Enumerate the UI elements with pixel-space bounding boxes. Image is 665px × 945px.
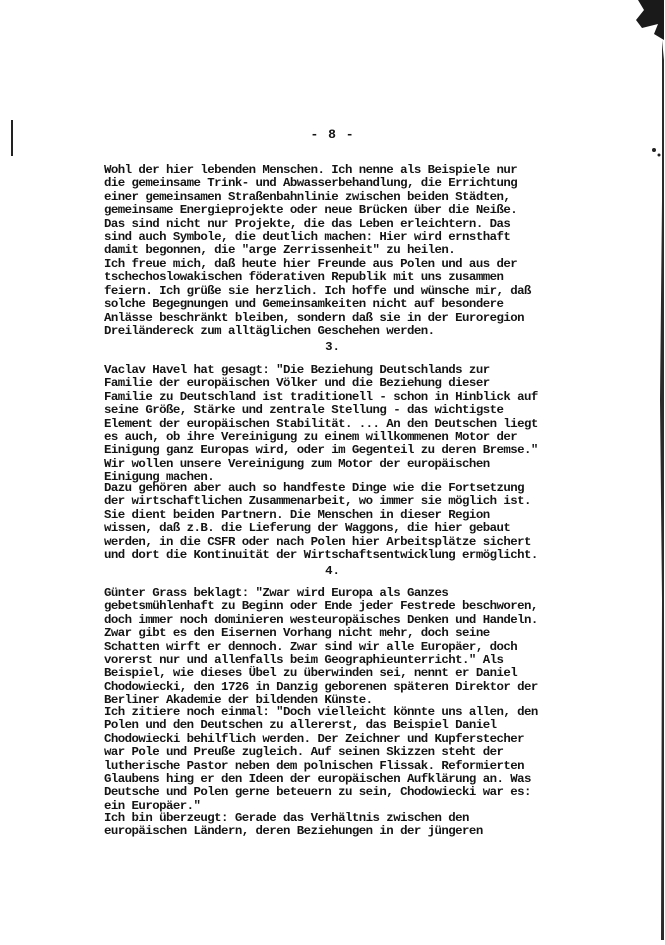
paragraph-1: Wohl der hier lebenden Menschen. Ich nenne als Beispiele nur die gemeinsame Trink- und Abwasserbehandlung, die Errichtung einer gemeinsamen Straßenbahnlinie zwischen beiden Städten, gemeinsame Energieprojekte oder neue Brücken über die Neiße. Das sind nicht nur Projekte, die das Leben erleichtern. Das sind auch Symbole, die deutlich machen: Hier wird ernsthaft damit begonnen, die "arge Zerrissenheit" zu heilen. xyxy=(104,163,518,258)
paragraph-3: Vaclav Havel hat gesagt: "Die Beziehung Deutschlands zur Familie der europäischen Völker und die Beziehung dieser Familie zu Deutschland ist traditionell - schon in Hinblick auf seine Größe, Stärke und zentrale Stellung - das wichtigste Element der europäischen Stabilität. ... An den Deutschen liegt es auch, ob ihre Vereinigung zu einem willkommenen Motor der Einigung ganz Europas wird, oder im Gegenteil zu deren Bremse." Wir wollen unsere Vereinigung zum Motor der europäischen Einigung machen. xyxy=(104,363,538,485)
section-number-3: 3. xyxy=(325,340,340,354)
paragraph-4: Dazu gehören aber auch so handfeste Dinge wie die Fortsetzung der wirtschaftlichen Zusammenarbeit, wo immer sie möglich ist. Sie dient beiden Partnern. Die Menschen in dieser Region wissen, daß z.B. die Lieferung der Waggons, die hier gebaut werden, in die CSFR oder nach Polen hier Arbeitsplätze sichert und dort die Kontinuität der Wirtschaftsentwicklung ermöglicht. xyxy=(104,481,538,563)
section-number-4: 4. xyxy=(325,564,340,578)
paragraph-2: Ich freue mich, daß heute hier Freunde aus Polen und aus der tschechoslowakischen föderativen Republik mit uns zusammen feiern. Ich grüße sie herzlich. Ich hoffe und wünsche mir, daß solche Begegnungen und Gemeinsamkeiten nicht auf besondere Anlässe beschränkt bleiben, sondern daß sie in der Euroregion Dreiländereck zum alltäglichen Geschehen werden. xyxy=(104,257,531,339)
page-number: - 8 - xyxy=(310,127,355,142)
paragraph-6: Ich zitiere noch einmal: "Doch vielleicht könnte uns allen, den Polen und den Deutschen zu allererst, das Beispiel Daniel Chodowiecki behilflich werden. Der Zeichner und Kupferstecher war Pole und Preuße zugleich. Auf seinen Skizzen steht der lutherische Pastor neben dem polnischen Flissak. Reformierten Glaubens hing er den Ideen der europäischen Aufklärung an. Was Deutsche und Polen gerne beteuern zu sein, Chodowiecki war es: ein Europäer." xyxy=(104,705,538,813)
paragraph-5: Günter Grass beklagt: "Zwar wird Europa als Ganzes gebetsmühlenhaft zu Beginn oder Ende jeder Festrede beschworen, doch immer noch dominieren westeuropäisches Denken und Handeln. Zwar gibt es den Eisernen Vorhang nicht mehr, doch seine Schatten wirft er dennoch. Zwar sind wir alle Europäer, doch vorerst nur und allenfalls beim Geographieunterricht." Als Beispiel, wie dieses Übel zu überwinden sei, nennt er Daniel Chodowiecki, den 1726 in Danzig geborenen späteren Direktor der Berliner Akademie der bildenden Künste. xyxy=(104,586,538,708)
paragraph-7: Ich bin überzeugt: Gerade das Verhältnis zwischen den europäischen Ländern, deren Beziehungen in der jüngeren xyxy=(104,811,483,839)
